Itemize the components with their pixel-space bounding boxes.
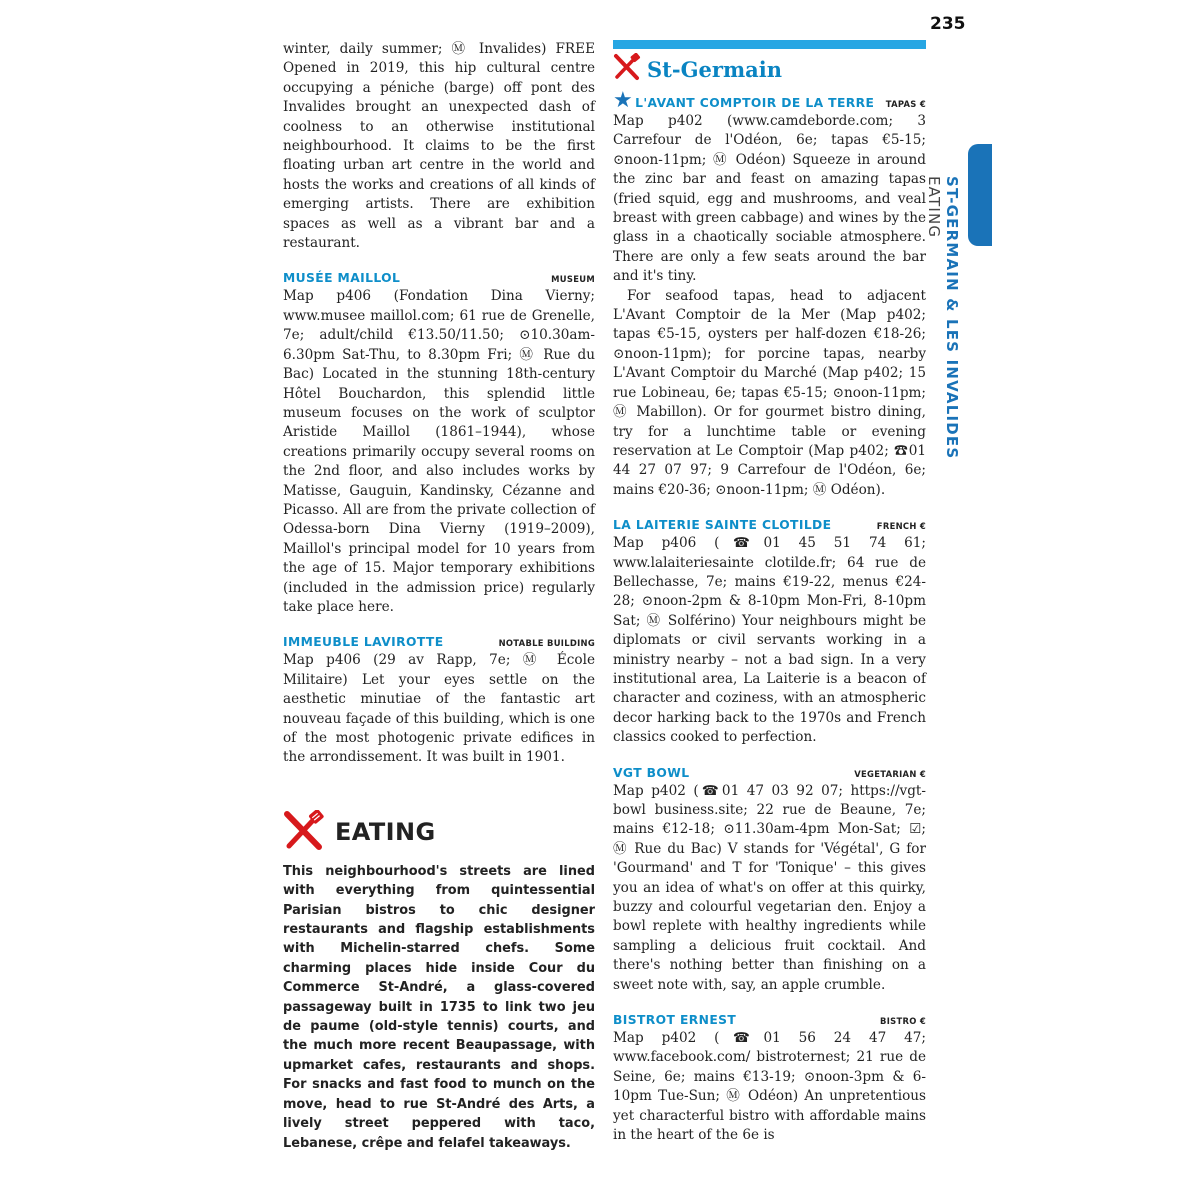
entry-text: Map p402 (☎01 56 24 47 47; www.facebook.com/ bistroternest; 21 rue de Seine, 6e; mains €13-19; ⊙noon-3pm & 6-10pm Tue-Sun; Ⓜ Odéon) An unpretentious yet characterful bistro with affordable mains in the heart of the 6e is [613,1030,926,1144]
running-header-subsection: EATING [925,176,943,239]
entry-type: FRENCH € [876,521,926,532]
entry-header-bistrot-ernest [613,1011,926,1029]
section-bar [613,40,926,49]
entry-header-la-laiterie [613,516,926,534]
entry-type: MUSEUM [551,274,595,285]
chapter-tab [968,144,992,246]
fork-knife-icon [283,810,325,854]
entry-text: Map p402 (www.camdeborde.com; 3 Carrefour de l'Odéon, 6e; tapas €5-15; ⊙noon-11pm; Ⓜ Odéon) Squeeze in around the zinc bar and feast on amazing tapas (fried squid, egg and mushrooms, and veal breast with green cabbage) and wines by the glass in a chaotically sociable atmosphere. There are only a few seats around the bar and it's tiny. [613,113,926,285]
entry-header-vgt-bowl [613,764,926,782]
entry-text-continued: For seafood tapas, head to adjacent L'Avant Comptoir de la Mer (Map p402; tapas €5-15, oysters per half-dozen €18-26; ⊙noon-11pm); for porcine tapas, nearby L'Avant Comptoir du Marché (Map p402; 15 rue Lobineau, 6e; tapas €5-15; ⊙noon-11pm; Ⓜ Mabillon). Or for gourmet bistro dining, try for a lunchtime table or evening reservation at Le Comptoir (Map p402; ☎01 44 27 07 97; 9 Carrefour de l'Odéon, 6e; mains €20-36; ⊙noon-11pm; Ⓜ Odéon). [613,287,926,498]
entry-text: Map p402 (☎01 47 03 92 07; https://vgt-bowl business.site; 22 rue de Beaune, 7e; mains €12-18; ⊙11.30am-4pm Mon-Sat; ☑; Ⓜ Rue du Bac) V stands for 'Végétal', G for 'Gourmand' and T for 'Tonique' – this gives you an idea of what's on offer at this quirky, buzzy and colourful vegetarian den. Enjoy a bowl replete with healthy ingredients while sampling a delicious fruit cocktail. And there's nothing better than finishing on a sweet note with, say, an apple crumble. [613,782,926,993]
entry-name: VGT BOWL [613,765,690,780]
star-icon: ★ [613,88,634,113]
entry-type: TAPAS € [885,99,926,109]
entry-name: MUSÉE MAILLOL [283,271,401,286]
running-header [925,176,961,506]
eating-title: EATING [335,817,436,846]
entry-name [613,88,875,113]
section-title: St-Germain [647,56,783,82]
entry-text: Map p406 (☎01 45 51 74 61; www.lalaiteriesainte clotilde.fr; 64 rue de Bellechasse, 7e; mains €19-22, menus €24-28; ⊙noon-2pm & 8-10pm Mon-Fri, 8-10pm Sat; Ⓜ Solférino) Your neighbours might be diplomats or civil servants working in a ministry nearby – not a bad sign. In a very institutional area, La Laiterie is a beacon of character and coziness, with an atmospheric decor harking back to the 1970s and French classics cooked to perfection. [613,535,926,746]
entry-type: NOTABLE BUILDING [498,638,595,649]
entry-text: Map p406 (29 av Rapp, 7e; Ⓜ École Militaire) Let your eyes settle on the aesthetic minutiae of the fantastic art nouveau façade of this building, which is one of the most photogenic private edifices in the arrondissement. It was built in 1901. [283,652,595,766]
entry-text: Map p406 (Fondation Dina Vierny; www.musee maillol.com; 61 rue de Grenelle, 7e; adult/child €13.50/11.50; ⊙10.30am-6.30pm Sat-Thu, to 8.30pm Fri; Ⓜ Rue du Bac) Located in the stunning 18th-century Hôtel Bouchardon, this splendid little museum focuses on the work of sculptor Aristide Maillol (1861–1944), whose creations primarily occupy several rooms on the 2nd floor, and also includes works by Matisse, Gauguin, Kandinsky, Cézanne and Picasso. All are from the private collection of Odessa-born Dina Vierny (1919–2009), Maillol's principal model for 10 years from the age of 15. Major temporary exhibitions (included in the admission price) regularly take place here. [283,288,595,615]
entry-name: LA LAITERIE SAINTE CLOTILDE [613,518,832,533]
right-column [613,40,926,1146]
running-header-section: ST-GERMAIN & LES INVALIDES [943,176,961,460]
entry-name-text: L'AVANT COMPTOIR DE LA TERRE [635,96,875,110]
fork-knife-icon [613,53,641,85]
entry-header-avant-comptoir [613,88,926,113]
entry-name: BISTROT ERNEST [613,1013,737,1028]
entry-header-immeuble-lavirotte [283,633,595,651]
opening-paragraph: winter, daily summer; Ⓜ Invalides) FREE Opened in 2019, this hip cultural centre occupying a péniche (barge) off pont des Invalides brought an unexpected dash of coolness to an otherwise institutional neighbourhood. It claims to be the first floating urban art centre in the world and hosts the works and creations of all kinds of emerging artists. There are exhibition spaces as well as a vibrant bar and a restaurant. [283,41,595,252]
page-number: 235 [930,14,966,34]
entry-type: VEGETARIAN € [854,768,926,779]
entry-header-musee-maillol [283,269,595,287]
eating-intro: This neighbourhood's streets are lined with everything from quintessential Parisian bistros to chic designer restaurants and flagship establishments with Michelin-starred chefs. Some charming places hide inside Cour du Commerce St-André, a glass-covered passageway built in 1735 to link two jeu de paume (old-style tennis) courts, and the much more recent Beaupassage, with upmarket cafes, restaurants and shops. For snacks and fast food to munch on the move, head to rue St-André des Arts, a lively street peppered with taco, Lebanese, crêpe and felafel takeaways. [283,863,595,1151]
left-column [283,40,595,1153]
entry-name: IMMEUBLE LAVIROTTE [283,635,444,650]
eating-heading [283,810,595,854]
section-heading [613,53,926,85]
entry-type: BISTRO € [880,1016,926,1027]
